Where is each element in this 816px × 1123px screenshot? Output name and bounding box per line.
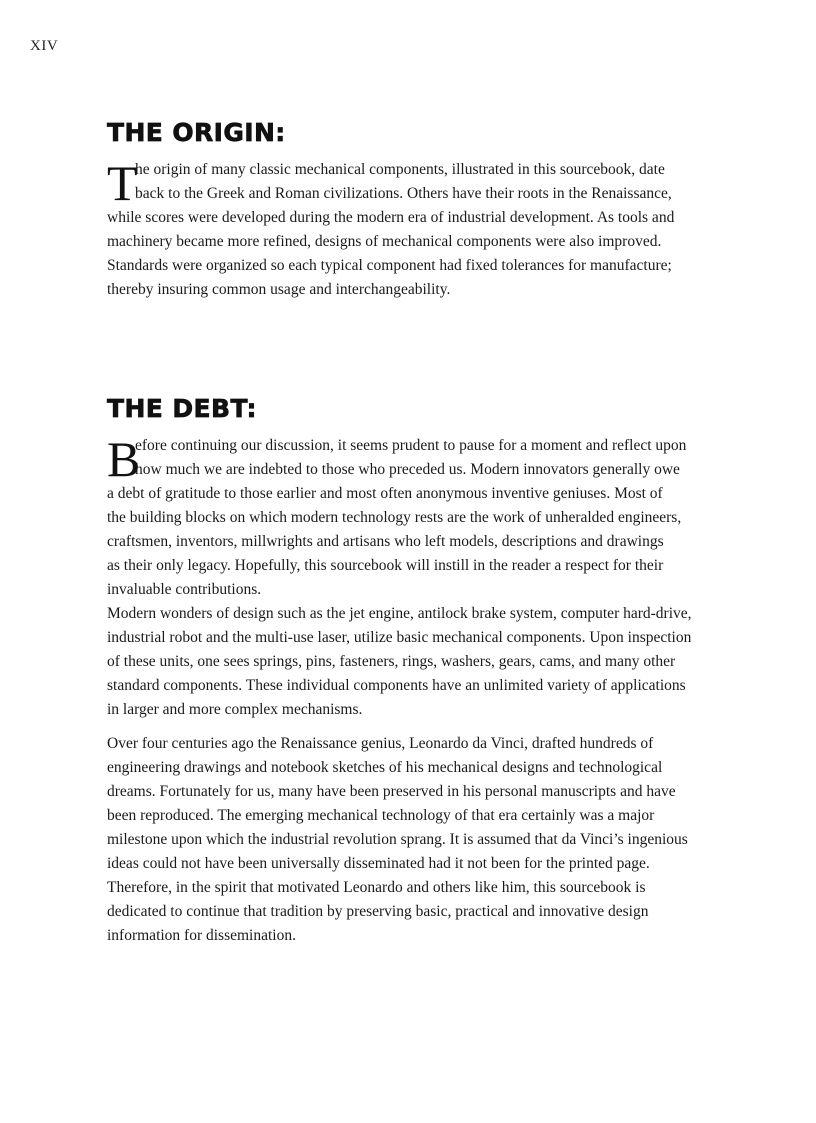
debt-paragraph-3	[107, 732, 747, 948]
section-heading-debt: THE DEBT:	[107, 394, 257, 423]
text-line: of these units, one sees springs, pins, fasteners, rings, washers, gears, cams, and many other	[107, 653, 676, 670]
origin-paragraph-wrap	[107, 155, 747, 302]
debt-paragraph-1	[107, 431, 747, 602]
text-line: how much we are indebted to those who preceded us. Modern innovators generally owe	[135, 461, 680, 478]
section-heading-origin: THE ORIGIN:	[107, 118, 286, 147]
text-line: back to the Greek and Roman civilizations. Others have their roots in the Renaissance,	[135, 185, 672, 202]
text-line: invaluable contributions.	[107, 581, 262, 598]
text-line: Therefore, in the spirit that motivated Leonardo and others like him, this sourcebook is	[107, 879, 646, 896]
text-line: efore continuing our discussion, it seems prudent to pause for a moment and reflect upon	[135, 437, 687, 454]
debt-paragraph-wrap	[107, 431, 747, 602]
text-line: dedicated to continue that tradition by preserving basic, practical and innovative design	[107, 903, 649, 920]
text-line: as their only legacy. Hopefully, this sourcebook will instill in the reader a respect for their	[107, 557, 664, 574]
text-line: been reproduced. The emerging mechanical technology of that era certainly was a major	[107, 807, 655, 824]
page-number: XIV	[30, 38, 59, 54]
debt-paragraph-2	[107, 602, 747, 722]
text-line: thereby insuring common usage and interchangeability.	[107, 281, 451, 298]
text-line: while scores were developed during the modern era of industrial development. As tools and	[107, 209, 675, 226]
text-line: a debt of gratitude to those earlier and most often anonymous inventive geniuses. Most of	[107, 485, 663, 502]
section-debt	[107, 394, 747, 948]
drop-cap: T	[107, 155, 138, 211]
text-line: the building blocks on which modern technology rests are the work of unheralded engineers,	[107, 509, 682, 526]
text-line: craftsmen, inventors, millwrights and artisans who left models, descriptions and drawings	[107, 533, 664, 550]
text-line: Modern wonders of design such as the jet engine, antilock brake system, computer hard-drive,	[107, 605, 692, 622]
drop-cap: B	[107, 431, 141, 487]
text-line: industrial robot and the multi-use laser, utilize basic mechanical components. Upon inspection	[107, 629, 692, 646]
text-line: in larger and more complex mechanisms.	[107, 701, 363, 718]
text-line: dreams. Fortunately for us, many have been preserved in his personal manuscripts and have	[107, 783, 676, 800]
text-line: milestone upon which the industrial revolution sprang. It is assumed that da Vinci’s ingenious	[107, 831, 688, 848]
origin-paragraph	[107, 155, 747, 302]
text-line: information for dissemination.	[107, 927, 296, 944]
text-line: Over four centuries ago the Renaissance genius, Leonardo da Vinci, drafted hundreds of	[107, 735, 654, 752]
text-line: he origin of many classic mechanical components, illustrated in this sourcebook, date	[135, 161, 665, 178]
text-line: Standards were organized so each typical component had fixed tolerances for manufacture;	[107, 257, 672, 274]
text-line: machinery became more refined, designs of mechanical components were also improved.	[107, 233, 662, 250]
text-line: standard components. These individual components have an unlimited variety of applications	[107, 677, 686, 694]
section-origin	[107, 118, 747, 302]
text-line: engineering drawings and notebook sketches of his mechanical designs and technological	[107, 759, 663, 776]
text-line: ideas could not have been universally disseminated had it not been for the printed page.	[107, 855, 650, 872]
